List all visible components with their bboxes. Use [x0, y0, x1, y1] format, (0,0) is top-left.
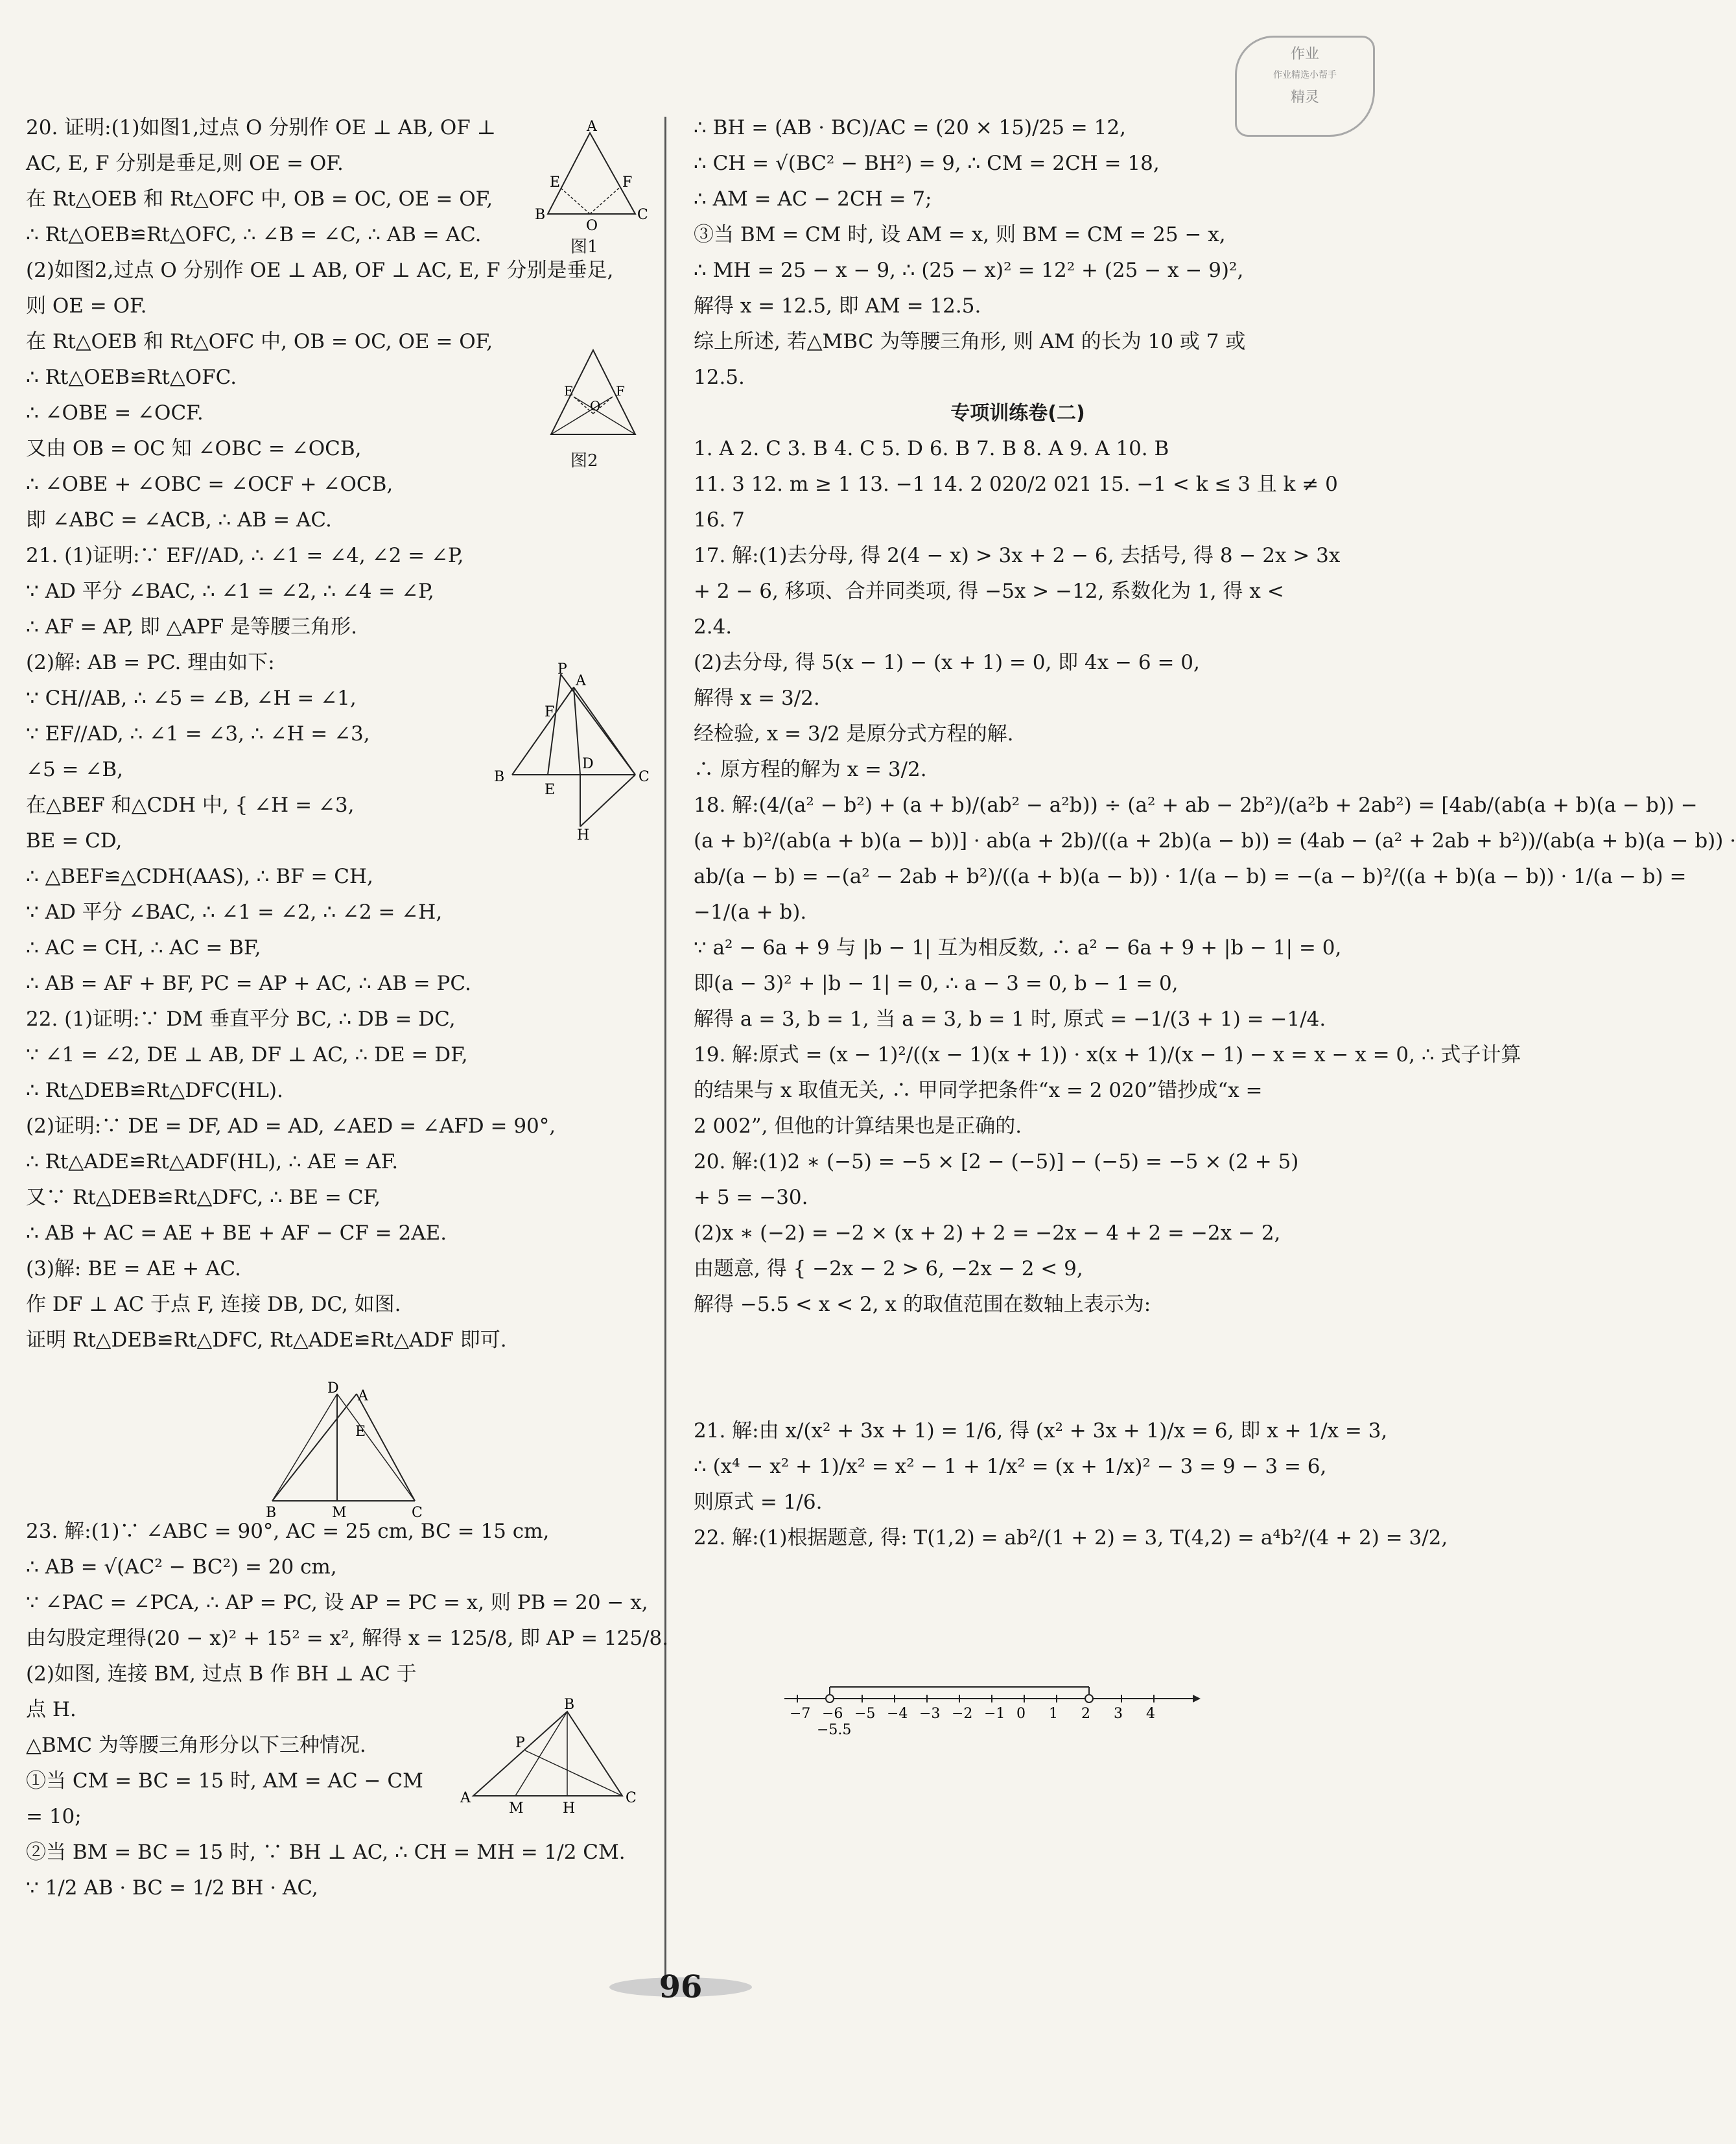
- text-line: ∴ Rt△OEB≌Rt△OFC, ∴ ∠B = ∠C, ∴ AB = AC.: [26, 223, 482, 246]
- text-line: ∴ ∠OBE + ∠OBC = ∠OCF + ∠OCB,: [26, 473, 393, 496]
- text-line: ∴ Rt△ADE≌Rt△ADF(HL), ∴ AE = AF.: [26, 1150, 399, 1173]
- text-line: 22. 解:(1)根据题意, 得: T(1,2) = ab²/(1 + 2) = 3, T(4,2) = a⁴b²/(4 + 2) = 3/2,: [694, 1526, 1448, 1549]
- text-line: 2.4.: [694, 615, 733, 639]
- fig2-point-f: F: [616, 383, 625, 399]
- fig21-point-b: B: [494, 769, 505, 785]
- text-line: 17. 解:(1)去分母, 得 2(4 − x) > 3x + 2 − 6, 去括号, 得 8 − 2x > 3x: [694, 544, 1341, 567]
- text-line: = 10;: [26, 1805, 82, 1828]
- text-line: ③当 BM = CM 时, 设 AM = x, 则 BM = CM = 25 − x,: [694, 223, 1226, 246]
- text-line: ∴ AC = CH, ∴ AC = BF,: [26, 936, 261, 960]
- fig23-point-c: C: [626, 1790, 637, 1806]
- right-text-block-2: [694, 431, 1736, 1323]
- right-column: [694, 110, 1736, 1556]
- numline-tick-label: −7: [790, 1706, 811, 1722]
- fig22-point-m: M: [332, 1505, 347, 1521]
- text-line: ∴ CH = √(BC² − BH²) = 9, ∴ CM = 2CH = 18,: [694, 152, 1160, 175]
- text-line: 又∵ Rt△DEB≌Rt△DFC, ∴ BE = CF,: [26, 1186, 381, 1209]
- text-line: 22. (1)证明:∵ DM 垂直平分 BC, ∴ DB = DC,: [26, 1007, 456, 1031]
- figure-21: [480, 661, 650, 853]
- stamp-line1: 作业: [1290, 46, 1319, 62]
- text-line: ∴ BH = (AB · BC)/AC = (20 × 15)/25 = 12,: [694, 116, 1126, 139]
- text-line: ①当 CM = BC = 15 时, AM = AC − CM: [26, 1769, 423, 1793]
- text-line: 由勾股定理得(20 − x)² + 15² = x², 解得 x = 125/8, 即 AP = 125/8.: [26, 1627, 669, 1650]
- text-line: ∵ a² − 6a + 9 与 |b − 1| 互为相反数, ∴ a² − 6a + 9 + |b − 1| = 0,: [694, 936, 1342, 960]
- fig21-point-p: P: [557, 661, 567, 677]
- text-line: (2)如图, 连接 BM, 过点 B 作 BH ⊥ AC 于: [26, 1662, 417, 1686]
- text-line: 在 Rt△OEB 和 Rt△OFC 中, OB = OC, OE = OF,: [26, 187, 493, 211]
- fig21-point-a: A: [576, 673, 586, 689]
- text-line: ∵ EF//AD, ∴ ∠1 = ∠3, ∴ ∠H = ∠3,: [26, 722, 370, 746]
- right-text-block-3: [694, 1413, 1448, 1556]
- fig23-point-a: A: [460, 1790, 471, 1806]
- fig23-point-m: M: [509, 1800, 524, 1817]
- text-line: 经检验, x = 3/2 是原分式方程的解.: [694, 722, 1014, 746]
- text-line: 12.5.: [694, 366, 745, 389]
- text-line: 点 H.: [26, 1698, 76, 1721]
- numline-tick-label: 0: [1016, 1706, 1026, 1722]
- fig1-label: 图1: [570, 237, 598, 257]
- figure-23: [454, 1699, 635, 1815]
- numline-tick-label: 4: [1146, 1706, 1155, 1722]
- text-line: 证明 Rt△DEB≌Rt△DFC, Rt△ADE≌Rt△ADF 即可.: [26, 1328, 507, 1352]
- fig1-point-e: E: [550, 174, 561, 191]
- stamp-line3: 精灵: [1290, 89, 1319, 106]
- fig22-point-b: B: [266, 1505, 277, 1521]
- text-line: ∴ AB = √(AC² − BC²) = 20 cm,: [26, 1555, 337, 1579]
- text-line: 则原式 = 1/6.: [694, 1490, 823, 1514]
- right-text-block-1: [694, 110, 1342, 395]
- figure-1: [532, 119, 648, 234]
- fig2-point-o: O: [590, 398, 601, 414]
- text-line: 的结果与 x 取值无关, ∴ 甲同学把条件“x = 2 020”错抄成“x =: [694, 1079, 1263, 1102]
- fig2-point-e: E: [564, 383, 574, 399]
- text-line: 16. 7: [694, 508, 745, 532]
- text-line: ∵ CH//AB, ∴ ∠5 = ∠B, ∠H = ∠1,: [26, 687, 357, 710]
- section-heading: 专项训练卷(二): [950, 402, 1085, 425]
- text-line: 解得 x = 3/2.: [694, 687, 820, 710]
- fig22-point-a: A: [358, 1388, 368, 1404]
- text-line: 20. 证明:(1)如图1,过点 O 分别作 OE ⊥ AB, OF ⊥: [26, 116, 496, 139]
- text-line: ∵ AD 平分 ∠BAC, ∴ ∠1 = ∠2, ∴ ∠2 = ∠H,: [26, 901, 443, 924]
- text-line: 作 DF ⊥ AC 于点 F, 连接 DB, DC, 如图.: [26, 1293, 401, 1316]
- numline-tick-label: 3: [1114, 1706, 1123, 1722]
- fig21-point-d: D: [582, 756, 594, 772]
- text-line: 21. (1)证明:∵ EF//AD, ∴ ∠1 = ∠4, ∠2 = ∠P,: [26, 544, 464, 567]
- text-line: −1/(a + b).: [694, 901, 807, 924]
- text-line: ∴ Rt△DEB≌Rt△DFC(HL).: [26, 1079, 283, 1102]
- fig22-point-c: C: [412, 1505, 423, 1521]
- text-line: ∴ AF = AP, 即 △APF 是等腰三角形.: [26, 615, 357, 639]
- text-line: ∵ ∠1 = ∠2, DE ⊥ AB, DF ⊥ AC, ∴ DE = DF,: [26, 1043, 468, 1066]
- text-line: ∵ ∠PAC = ∠PCA, ∴ AP = PC, 设 AP = PC = x, 则 PB = 20 − x,: [26, 1591, 648, 1614]
- fig1-point-o: O: [586, 218, 598, 234]
- numline-tick-label: 2: [1081, 1706, 1090, 1722]
- fig21-point-f: F: [545, 704, 555, 720]
- text-line: + 2 − 6, 移项、合并同类项, 得 −5x > −12, 系数化为 1, 得 x <: [694, 580, 1284, 603]
- text-line: (2)去分母, 得 5(x − 1) − (x + 1) = 0, 即 4x − 6 = 0,: [694, 651, 1200, 674]
- text-line: (2)x ∗ (−2) = −2 × (x + 2) + 2 = −2x − 4 + 2 = −2x − 2,: [694, 1221, 1281, 1245]
- text-line: 18. 解:(4/(a² − b²) + (a + b)/(ab² − a²b)) ÷ (a² + ab − 2b²)/(a²b + 2ab²) = [4ab/(ab(a + b)(a − b)) −: [694, 794, 1698, 817]
- text-line: BE = CD,: [26, 829, 123, 853]
- fig1-point-a: A: [587, 119, 597, 135]
- text-line: (2)解: AB = PC. 理由如下:: [26, 651, 275, 674]
- fig21-point-e: E: [545, 782, 556, 798]
- text-line: 23. 解:(1)∵ ∠ABC = 90°, AC = 25 cm, BC = 15 cm,: [26, 1520, 550, 1543]
- text-line: ∴ Rt△OEB≌Rt△OFC.: [26, 366, 237, 389]
- text-line: 在 Rt△OEB 和 Rt△OFC 中, OB = OC, OE = OF,: [26, 330, 493, 353]
- text-line: 20. 解:(1)2 ∗ (−5) = −5 × [2 − (−5)] − (−5) = −5 × (2 + 5): [694, 1150, 1299, 1173]
- text-line: ∴ ∠OBE = ∠OCF.: [26, 401, 204, 425]
- text-line: 21. 解:由 x/(x² + 3x + 1) = 1/6, 得 (x² + 3x + 1)/x = 6, 即 x + 1/x = 3,: [694, 1419, 1388, 1443]
- numline-tick-label: −1: [984, 1706, 1005, 1722]
- fig22-point-d: D: [327, 1380, 339, 1396]
- text-line: 解得 −5.5 < x < 2, x 的取值范围在数轴上表示为:: [694, 1293, 1151, 1316]
- fig2-label: 图2: [570, 451, 598, 471]
- number-line: [778, 1673, 1199, 1738]
- fig1-point-b: B: [535, 207, 546, 223]
- text-line: 则 OE = OF.: [26, 294, 147, 318]
- text-line: ∴ AB = AF + BF, PC = AP + AC, ∴ AB = PC.: [26, 972, 471, 995]
- text-line: ∴ △BEF≌△CDH(AAS), ∴ BF = CH,: [26, 865, 373, 888]
- text-line: ∴ MH = 25 − x − 9, ∴ (25 − x)² = 12² + (25 − x − 9)²,: [694, 259, 1244, 282]
- text-line: ∴ 原方程的解为 x = 3/2.: [694, 758, 927, 781]
- text-line: 11. 3 12. m ≥ 1 13. −1 14. 2 020/2 021 15. −1 < k ≤ 3 且 k ≠ 0: [694, 473, 1338, 496]
- figure-2: [538, 344, 648, 447]
- numline-tick-label: −4: [887, 1706, 908, 1722]
- text-line: 解得 x = 12.5, 即 AM = 12.5.: [694, 294, 981, 318]
- numline-tick-label: −3: [919, 1706, 941, 1722]
- numline-tick-label: −6: [822, 1706, 843, 1722]
- text-line: △BMC 为等腰三角形分以下三种情况.: [26, 1734, 366, 1757]
- text-line: 2 002”, 但他的计算结果也是正确的.: [694, 1114, 1022, 1138]
- stamp-line2: 作业精选小帮手: [1273, 70, 1337, 80]
- fig1-point-c: C: [637, 207, 648, 223]
- text-line: + 5 = −30.: [694, 1186, 808, 1209]
- fig22-point-e: E: [355, 1424, 366, 1440]
- text-line: (3)解: BE = AE + AC.: [26, 1257, 241, 1280]
- text-line: ∴ AM = AC − 2CH = 7;: [694, 187, 932, 211]
- text-line: 解得 a = 3, b = 1, 当 a = 3, b = 1 时, 原式 = −1/(3 + 1) = −1/4.: [694, 1007, 1326, 1031]
- text-line: ∴ (x⁴ − x² + 1)/x² = x² − 1 + 1/x² = (x + 1/x)² − 3 = 9 − 3 = 6,: [694, 1455, 1327, 1478]
- numline-tick-label: −5: [854, 1706, 876, 1722]
- text-line: (2)证明:∵ DE = DF, AD = AD, ∠AED = ∠AFD = 90°,: [26, 1114, 556, 1138]
- text-line: ∵ AD 平分 ∠BAC, ∴ ∠1 = ∠2, ∴ ∠4 = ∠P,: [26, 580, 434, 603]
- text-line: ab/(a − b) = −(a² − 2ab + b²)/((a + b)(a − b)) · 1/(a − b) = −(a − b)²/((a + b)(a − b)) · 1/(a − b) =: [694, 865, 1687, 888]
- fig23-point-b: B: [564, 1697, 575, 1713]
- text-line: 19. 解:原式 = (x − 1)²/((x − 1)(x + 1)) · x(x + 1)/(x − 1) − x = x − x = 0, ∴ 式子计算: [694, 1043, 1521, 1066]
- text-line: ②当 BM = BC = 15 时, ∵ BH ⊥ AC, ∴ CH = MH = 1/2 CM.: [26, 1841, 626, 1864]
- text-line: (a + b)²/(ab(a + b)(a − b))] · ab(a + 2b)/((a + 2b)(a − b)) = (4ab − (a² + 2ab + b²))/(ab(a + b)(a − b)) ·: [694, 829, 1736, 853]
- text-line: ∠5 = ∠B,: [26, 758, 123, 781]
- text-line: ∴ AB + AC = AE + BE + AF − CF = 2AE.: [26, 1221, 447, 1245]
- numline-extra-label: −5.5: [817, 1722, 852, 1738]
- fig1-point-f: F: [622, 174, 633, 191]
- text-line: 综上所述, 若△MBC 为等腰三角形, 则 AM 的长为 10 或 7 或: [694, 330, 1246, 353]
- text-line: 即 ∠ABC = ∠ACB, ∴ AB = AC.: [26, 508, 332, 532]
- text-line: 在△BEF 和△CDH 中, { ∠H = ∠3,: [26, 794, 355, 817]
- fig21-point-h: H: [577, 827, 590, 843]
- text-line: 即(a − 3)² + |b − 1| = 0, ∴ a − 3 = 0, b − 1 = 0,: [694, 972, 1179, 995]
- fig21-point-c: C: [639, 769, 650, 785]
- text-line: (2)如图2,过点 O 分别作 OE ⊥ AB, OF ⊥ AC, E, F 分别是垂足,: [26, 259, 614, 282]
- figure-22: [259, 1381, 428, 1524]
- fig23-point-h: H: [563, 1800, 576, 1817]
- text-line: 由题意, 得 { −2x − 2 > 6, −2x − 2 < 9,: [694, 1257, 1083, 1280]
- page-number: 96: [609, 1964, 752, 2010]
- fig23-point-p: P: [515, 1735, 525, 1751]
- numline-tick-label: −2: [952, 1706, 973, 1722]
- text-line: 1. A 2. C 3. B 4. C 5. D 6. B 7. B 8. A 9. A 10. B: [694, 437, 1169, 460]
- text-line: ∵ 1/2 AB · BC = 1/2 BH · AC,: [26, 1876, 318, 1900]
- numline-tick-label: 1: [1049, 1706, 1058, 1722]
- text-line: 又由 OB = OC 知 ∠OBC = ∠OCB,: [26, 437, 362, 460]
- text-line: AC, E, F 分别是垂足,则 OE = OF.: [26, 152, 344, 175]
